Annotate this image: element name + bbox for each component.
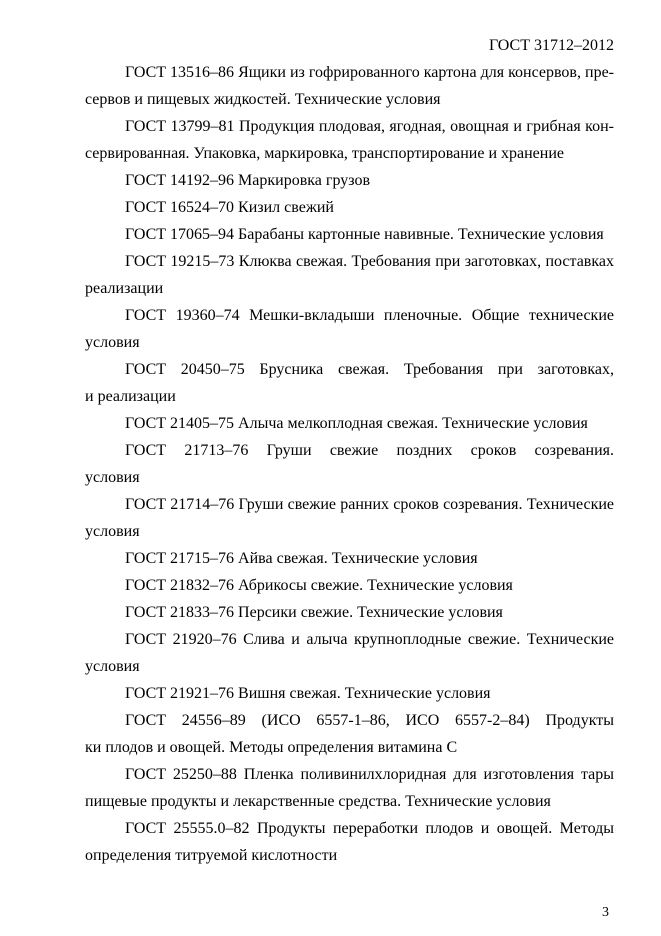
reference-entry [85, 194, 614, 221]
reference-line: ГОСТ 25555.0–82 Продукты переработки плодов и овощей. Методы [125, 820, 614, 837]
reference-entry [85, 59, 614, 113]
reference-line: ГОСТ 19360–74 Мешки-вкладыши пленочные. Общие технические [125, 307, 614, 324]
reference-entry [85, 761, 614, 815]
reference-entry [85, 626, 614, 680]
reference-entry [85, 545, 614, 572]
reference-line: ГОСТ 19215–73 Клюква свежая. Требования при заготовках, поставках [125, 253, 614, 270]
reference-line: реализации [85, 280, 164, 297]
reference-entry [85, 302, 614, 356]
reference-entry [85, 248, 614, 302]
reference-line: ГОСТ 21920–76 Слива и алыча крупноплодные свежие. Технические [125, 631, 614, 648]
reference-entry [85, 707, 614, 761]
reference-line: ГОСТ 13799–81 Продукция плодовая, ягодная, овощная и грибная кон- [125, 118, 614, 135]
reference-line: пищевые продукты и лекарственные средства. Технические условия [85, 793, 551, 810]
reference-line: сервированная. Упаковка, маркировка, транспортирование и хранение [85, 145, 565, 162]
document-header: ГОСТ 31712–2012 [488, 37, 614, 54]
references-list [85, 59, 614, 869]
reference-entry [85, 491, 614, 545]
reference-entry [85, 221, 614, 248]
reference-entry [85, 113, 614, 167]
reference-line: условия [85, 469, 140, 486]
reference-line: ГОСТ 24556–89 (ИСО 6557-1–86, ИСО 6557-2–84) Продукты [125, 712, 614, 729]
reference-line: ГОСТ 17065–94 Барабаны картонные навивные. Технические условия [125, 226, 604, 243]
reference-line: сервов и пищевых жидкостей. Технические условия [85, 91, 441, 108]
reference-entry [85, 572, 614, 599]
reference-line: ГОСТ 13516–86 Ящики из гофрированного картона для консервов, пре- [125, 64, 614, 81]
reference-entry [85, 815, 614, 869]
reference-line: ГОСТ 25250–88 Пленка поливинилхлоридная для изготовления тары [125, 766, 614, 783]
reference-line: определения титруемой кислотности [85, 847, 338, 864]
reference-entry [85, 437, 614, 491]
reference-line: ГОСТ 21405–75 Алыча мелкоплодная свежая. Технические условия [125, 415, 588, 432]
reference-entry [85, 356, 614, 410]
reference-entry [85, 410, 614, 437]
reference-entry [85, 680, 614, 707]
reference-line: ГОСТ 21713–76 Груши свежие поздних сроков созревания. [125, 442, 614, 459]
page-number: 3 [602, 905, 609, 920]
reference-line: ГОСТ 14192–96 Маркировка грузов [125, 172, 371, 189]
reference-line: условия [85, 523, 140, 540]
reference-entry [85, 167, 614, 194]
reference-line: ГОСТ 21832–76 Абрикосы свежие. Технические условия [125, 577, 513, 594]
reference-line: ГОСТ 20450–75 Брусника свежая. Требования при заготовках, [125, 361, 614, 378]
reference-line: ки плодов и овощей. Методы определения витамина С [85, 739, 458, 756]
reference-line: ГОСТ 21714–76 Груши свежие ранних сроков созревания. Технические [125, 496, 614, 513]
reference-line: и реализации [85, 388, 176, 405]
reference-line: ГОСТ 16524–70 Кизил свежий [125, 199, 334, 216]
reference-line: ГОСТ 21833–76 Персики свежие. Технические условия [125, 604, 503, 621]
reference-line: условия [85, 334, 140, 351]
reference-entry [85, 599, 614, 626]
reference-line: ГОСТ 21921–76 Вишня свежая. Технические условия [125, 685, 491, 702]
reference-line: условия [85, 658, 140, 675]
reference-line: ГОСТ 21715–76 Айва свежая. Технические условия [125, 550, 478, 567]
